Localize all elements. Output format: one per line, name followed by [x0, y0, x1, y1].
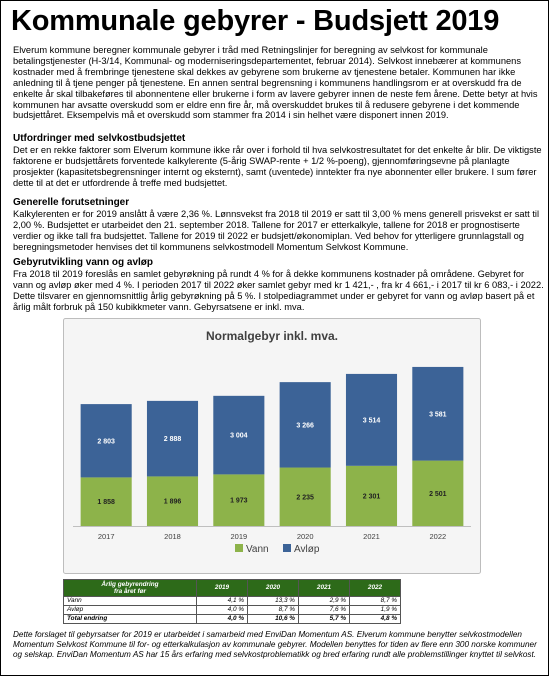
legend-swatch-vann	[235, 544, 243, 552]
section-body: Det er en rekke faktorer som Elverum kommune ikke rår over i forhold til hva selvkostresultatet for det enkelte år blir. De viktigste faktorene er budsjettårets forventede kalkylerente (5-årig SWAP-rente + 1/2 %-poeng), gjennomføringsevne på planlagte prosjekter (kapasitetsbegrensninger internt og eksternt), samt (uventede) inntekter fra nye abonnenter eller brukere. I sum fører dette til at det er utfordrende å treffe med budsjettet.	[13, 145, 542, 188]
section-heading: Gebyrutvikling vann og avløp	[13, 257, 154, 268]
data-label-vann: 2 301	[362, 493, 381, 501]
table-row	[64, 606, 401, 615]
table-header-label	[64, 580, 197, 597]
section-heading: Utfordringer med selvkostbudsjettet	[13, 133, 186, 144]
table-header-label-line1: Årlig gebyrendring	[101, 581, 159, 588]
table-cell: 1,9 %	[350, 606, 401, 615]
data-label-vann: 1 896	[163, 498, 182, 506]
stacked-bar-chart	[63, 318, 481, 574]
table-cell: 5,7 %	[299, 615, 350, 624]
table-header-year: 2021	[299, 580, 350, 597]
table-header-year: 2020	[248, 580, 299, 597]
row-label: Total endring	[64, 615, 197, 624]
data-label-avlop: 3 004	[230, 432, 248, 440]
section-body: Fra 2018 til 2019 foreslås en samlet gebyrøkning på rundt 4 % for å dekke kommunens kostnader på områdene. Gebyret for vann og avløp øker med 4 %. I perioden 2017 til 2022 øker samlet gebyr med kr 1 421,- , fra kr 4 661,- i 2017 til kr 6 083,- i 2022. Dette tilsvarer en gjennomsnittlig årlig gebyrøkning på 5 %. I stolpediagrammet under er gebyret for vann og avløp basert på et årlig målt forbruk på 150 kubikkmeter vann. Gebyrsatsene er inkl. mva.	[13, 269, 544, 312]
table-header-year: 2019	[197, 580, 248, 597]
x-tick-label: 2017	[97, 532, 115, 541]
section-heading: Generelle forutsetninger	[13, 197, 130, 208]
table-header-label-line2: fra året før	[114, 588, 146, 595]
table-cell: 7,6 %	[299, 606, 350, 615]
x-tick-label: 2018	[164, 532, 181, 541]
x-tick-label: 2021	[363, 532, 380, 541]
chart-title: Normalgebyr inkl. mva.	[205, 329, 339, 343]
table-cell: 13,3 %	[248, 597, 299, 606]
data-label-vann: 1 973	[230, 497, 248, 505]
table-cell: 4,0 %	[197, 615, 248, 624]
data-label-vann: 2 501	[429, 490, 447, 498]
data-label-avlop: 3 266	[296, 422, 314, 430]
table-cell: 4,1 %	[197, 597, 248, 606]
data-label-avlop: 2 888	[163, 436, 182, 444]
footnote: Dette forslaget til gebyrsatser for 2019 er utarbeidet i samarbeid med EnviDan Momentum AS. Elverum kommune benytter selvkostmodellen Momentum Selvkost Kommune til for- og etterkalkulasjon av kommunale gebyrer. Modellen benyttes for tiden av flere enn 300 norske kommuner og selskap. EnviDan Momentum AS har 15 års erfaring med selvkostproblematikk og bred erfaring rundt alle problemstillinger knyttet til selvkost.	[13, 630, 537, 659]
row-label: Vann	[64, 597, 197, 606]
x-tick-label: 2022	[429, 532, 447, 541]
table-cell: 2,9 %	[299, 597, 350, 606]
table-cell: 4,0 %	[197, 606, 248, 615]
data-label-vann: 2 235	[296, 494, 314, 502]
page-title: Kommunale gebyrer - Budsjett 2019	[11, 5, 500, 37]
intro-paragraph: Elverum kommune beregner kommunale gebyrer i tråd med Retningslinjer for beregning av selvkost for kommunale betalingstjenester (H-3/14, Kommunal- og moderniseringsdepartementet, februar 2014). Selvkost innebærer at kommunens kostnader med å frembringe tjenestene skal dekkes av gebyrene som brukerne av tjenestene betaler. Kommunen har ikke anledning til å tjene penger på tjenestene. En annen sentral begrensning i kommunens handlingsrom er at overskudd fra de enkelte år skal tilbakeføres til abonnentene eller brukerne i form av lavere gebyrer innen de neste fem årene. Dette betyr at hvis kommunen har avsatte overskudd som er eldre enn fire år, må overskuddet brukes til å redusere gebyrene i det kommende budsjettåret. Eksempelvis må et overskudd som stammer fra 2014 i sin helhet være disponert innen 2019.	[13, 45, 538, 121]
legend-label-vann: Vann	[246, 544, 269, 555]
table-row	[64, 597, 401, 606]
data-label-avlop: 2 803	[97, 438, 115, 446]
data-label-avlop: 3 514	[362, 417, 381, 425]
table-cell: 8,7 %	[248, 606, 299, 615]
x-tick-label: 2019	[230, 532, 248, 541]
annual-change-table	[63, 579, 401, 624]
table-cell: 4,8 %	[350, 615, 401, 624]
x-tick-label: 2020	[296, 532, 314, 541]
section-body: Kalkylerenten er for 2019 anslått å være 2,36 %. Lønnsvekst fra 2018 til 2019 er satt til 3,00 % mens generell prisvekst er satt til 2,00 %. Budsjettet er utarbeidet den 21. september 2018. Tallene for 2017 er etterkalkyle, tallene for 2018 er prognostiserte verdier og ikke tall fra budsjettet. Tallene for 2019 til 2022 er budsjett/økonomiplan. Ved behov for ytterligere grunnlagstall og beregningsmetoder henvises det til kommunens selvkostmodell Momentum Selvkost Kommune.	[13, 209, 540, 252]
table-cell: 8,7 %	[350, 597, 401, 606]
legend-label-avlop: Avløp	[294, 544, 320, 555]
data-label-avlop: 3 581	[429, 411, 447, 419]
table-total-row	[64, 615, 401, 624]
table-cell: 10,6 %	[248, 615, 299, 624]
row-label: Avløp	[64, 606, 197, 615]
data-label-vann: 1 858	[97, 499, 115, 507]
table-header-year: 2022	[350, 580, 401, 597]
legend-swatch-avlop	[283, 544, 291, 552]
table-header-row	[64, 580, 401, 597]
